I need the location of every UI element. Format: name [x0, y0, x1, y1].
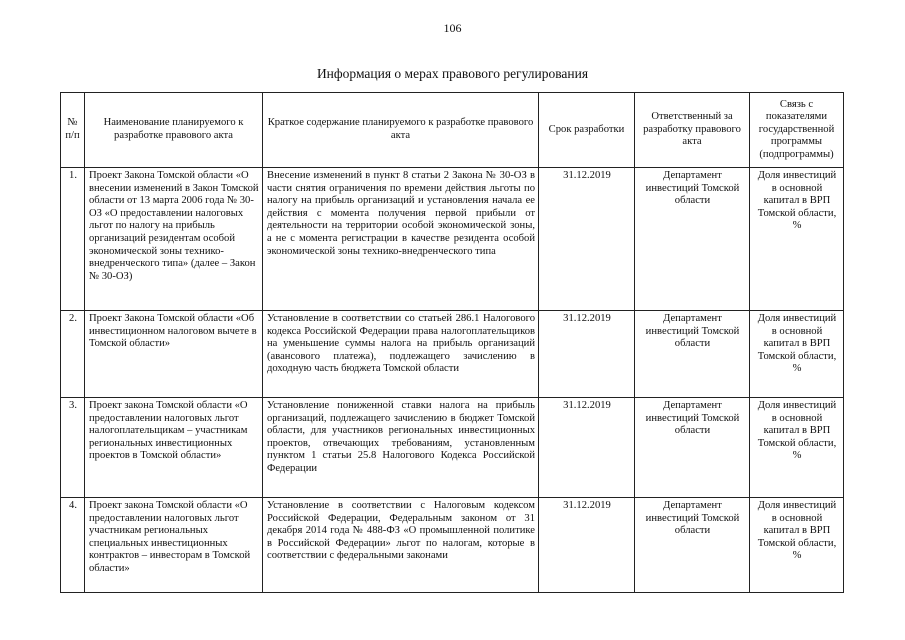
page-number: 106 [443, 21, 462, 35]
table-row [61, 168, 844, 311]
table-row [61, 311, 844, 398]
measures-table [60, 92, 844, 593]
row-num: 1. [61, 168, 85, 311]
row-responsible: Департамент инвестиций Томской области [635, 311, 750, 398]
page-title: Информация о мерах правового регулирования [316, 66, 589, 81]
row-act-name: Проект закона Томской области «О предоставлении налоговых льгот участникам региональных специальных инвестиционных контрактов – инвесторам в Томской области» [85, 498, 263, 593]
row-indicator-link: Доля инвестиций в основной капитал в ВРП Томской области, % [750, 168, 844, 311]
row-act-content: Установление пониженной ставки налога на прибыль организаций, подлежащего зачислению в бюджет Томской области, для участников региональных инвестиционных проектов, отвечающих требованиям, установленным пунктом 1 статьи 25.8 Налогового Кодекса Российской Федерации [263, 398, 539, 498]
row-indicator-link: Доля инвестиций в основной капитал в ВРП Томской области, % [750, 398, 844, 498]
header-content: Краткое содержание планируемого к разработке правового акта [263, 93, 539, 168]
row-responsible: Департамент инвестиций Томской области [635, 398, 750, 498]
row-act-content: Установление в соответствии со статьей 286.1 Налогового кодекса Российской Федерации права налогоплательщиков на уменьшение суммы налога на прибыль организаций (авансового платежа), подлежащего зачислению в доходную часть бюджета Томской области [263, 311, 539, 398]
row-indicator-link: Доля инвестиций в основной капитал в ВРП Томской области, % [750, 498, 844, 593]
header-num: № п/п [61, 93, 85, 168]
row-deadline: 31.12.2019 [539, 398, 635, 498]
table-row [61, 398, 844, 498]
header-responsible: Ответственный за разработку правового акта [635, 93, 750, 168]
table-row [61, 498, 844, 593]
row-num: 2. [61, 311, 85, 398]
row-num: 4. [61, 498, 85, 593]
row-indicator-link: Доля инвестиций в основной капитал в ВРП Томской области, % [750, 311, 844, 398]
table-header-row [61, 93, 844, 168]
row-act-name: Проект Закона Томской области «О внесении изменений в Закон Томской области от 13 марта 2006 года № 30-ОЗ «О предоставлении налоговых льгот по налогу на прибыль организаций резидентам особой экономической зоны технико-внедренческого типа» (далее – Закон № 30-ОЗ) [85, 168, 263, 311]
row-deadline: 31.12.2019 [539, 168, 635, 311]
header-link: Связь с показателями государственной программы (подпрограммы) [750, 93, 844, 168]
row-responsible: Департамент инвестиций Томской области [635, 168, 750, 311]
row-act-content: Внесение изменений в пункт 8 статьи 2 Закона № 30-ОЗ в части снятия ограничения по времени действия льготы по налогу на прибыль организаций и установления начала ее действия с момента получения первой прибыли от деятельности на территории особой экономической зоны, а не с момента регистрации в качестве резидента особой экономической зоны технико-внедренческого типа [263, 168, 539, 311]
row-num: 3. [61, 398, 85, 498]
row-act-content: Установление в соответствии с Налоговым кодексом Российской Федерации, Федеральным законом от 31 декабря 2014 года № 488-ФЗ «О промышленной политике в Российской Федерации» льгот по налогам, которые в соответствии с федеральными законами [263, 498, 539, 593]
header-name: Наименование планируемого к разработке правового акта [85, 93, 263, 168]
row-deadline: 31.12.2019 [539, 498, 635, 593]
row-act-name: Проект Закона Томской области «Об инвестиционном налоговом вычете в Томской области» [85, 311, 263, 398]
row-responsible: Департамент инвестиций Томской области [635, 498, 750, 593]
row-deadline: 31.12.2019 [539, 311, 635, 398]
row-act-name: Проект закона Томской области «О предоставлении налоговых льгот налогоплательщикам – участникам региональных инвестиционных проектов в Томской области» [85, 398, 263, 498]
header-deadline: Срок разработки [539, 93, 635, 168]
